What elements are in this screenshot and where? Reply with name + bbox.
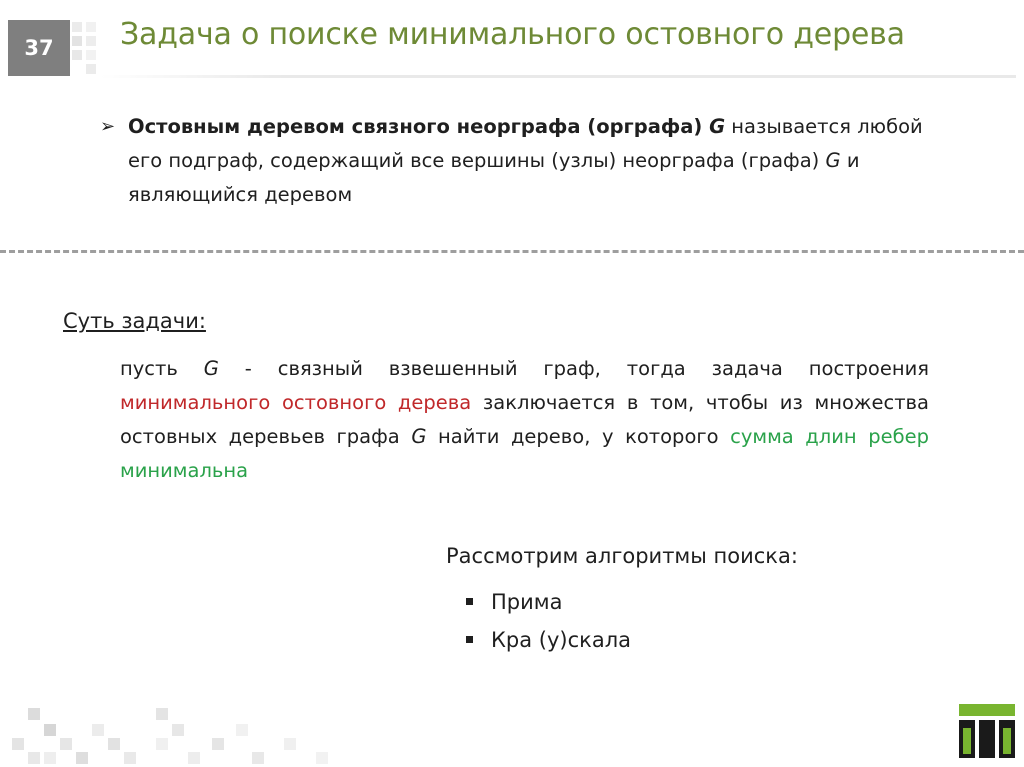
decorative-pattern-bottom — [0, 700, 420, 767]
highlight-min-spanning-tree: минимального остовного дерева — [120, 391, 472, 414]
section-divider — [0, 250, 1024, 253]
algorithms-heading: Рассмотрим алгоритмы поиска: — [446, 544, 798, 568]
algorithm-kruskal: Кра (у)скала — [491, 628, 631, 652]
definition-end: и являющийся деревом — [128, 149, 860, 206]
list-item — [466, 590, 562, 614]
page-title: Задача о поиске минимального остовного дерева — [120, 17, 905, 52]
essence-paragraph — [120, 352, 929, 488]
essence-text-part: пусть — [120, 357, 204, 380]
logo-icon — [956, 700, 1018, 762]
algorithm-prim: Прима — [491, 590, 563, 614]
essence-text-part: заключается в том, чтобы из множества остовных деревьев графа — [120, 391, 930, 448]
definition-term: Остовным деревом связного неорграфа (орграфа) — [128, 115, 710, 138]
list-item — [466, 628, 631, 652]
title-underline — [100, 75, 1016, 78]
essence-heading: Суть задачи: — [63, 309, 206, 333]
graph-variable: G — [203, 357, 219, 380]
definition-block — [100, 110, 940, 212]
square-bullet-icon — [466, 598, 473, 605]
decorative-pattern-top — [58, 14, 112, 76]
arrow-bullet-icon: ➢ — [100, 116, 116, 137]
definition-body: называется любой его подграф, содержащий все вершины (узлы) неорграфа (графа) — [128, 115, 923, 172]
essence-text-part: найти дерево, у которого — [426, 425, 731, 448]
graph-variable: G — [411, 425, 427, 448]
graph-variable: G — [709, 115, 726, 138]
highlight-min-edge-sum: сумма длин ребер минимальна — [120, 425, 929, 482]
essence-text-part: - связный взвешенный граф, тогда задача построения — [218, 357, 929, 380]
graph-variable: G — [825, 149, 841, 172]
slide-number: 37 — [8, 20, 70, 76]
definition-text — [128, 110, 940, 212]
square-bullet-icon — [466, 636, 473, 643]
